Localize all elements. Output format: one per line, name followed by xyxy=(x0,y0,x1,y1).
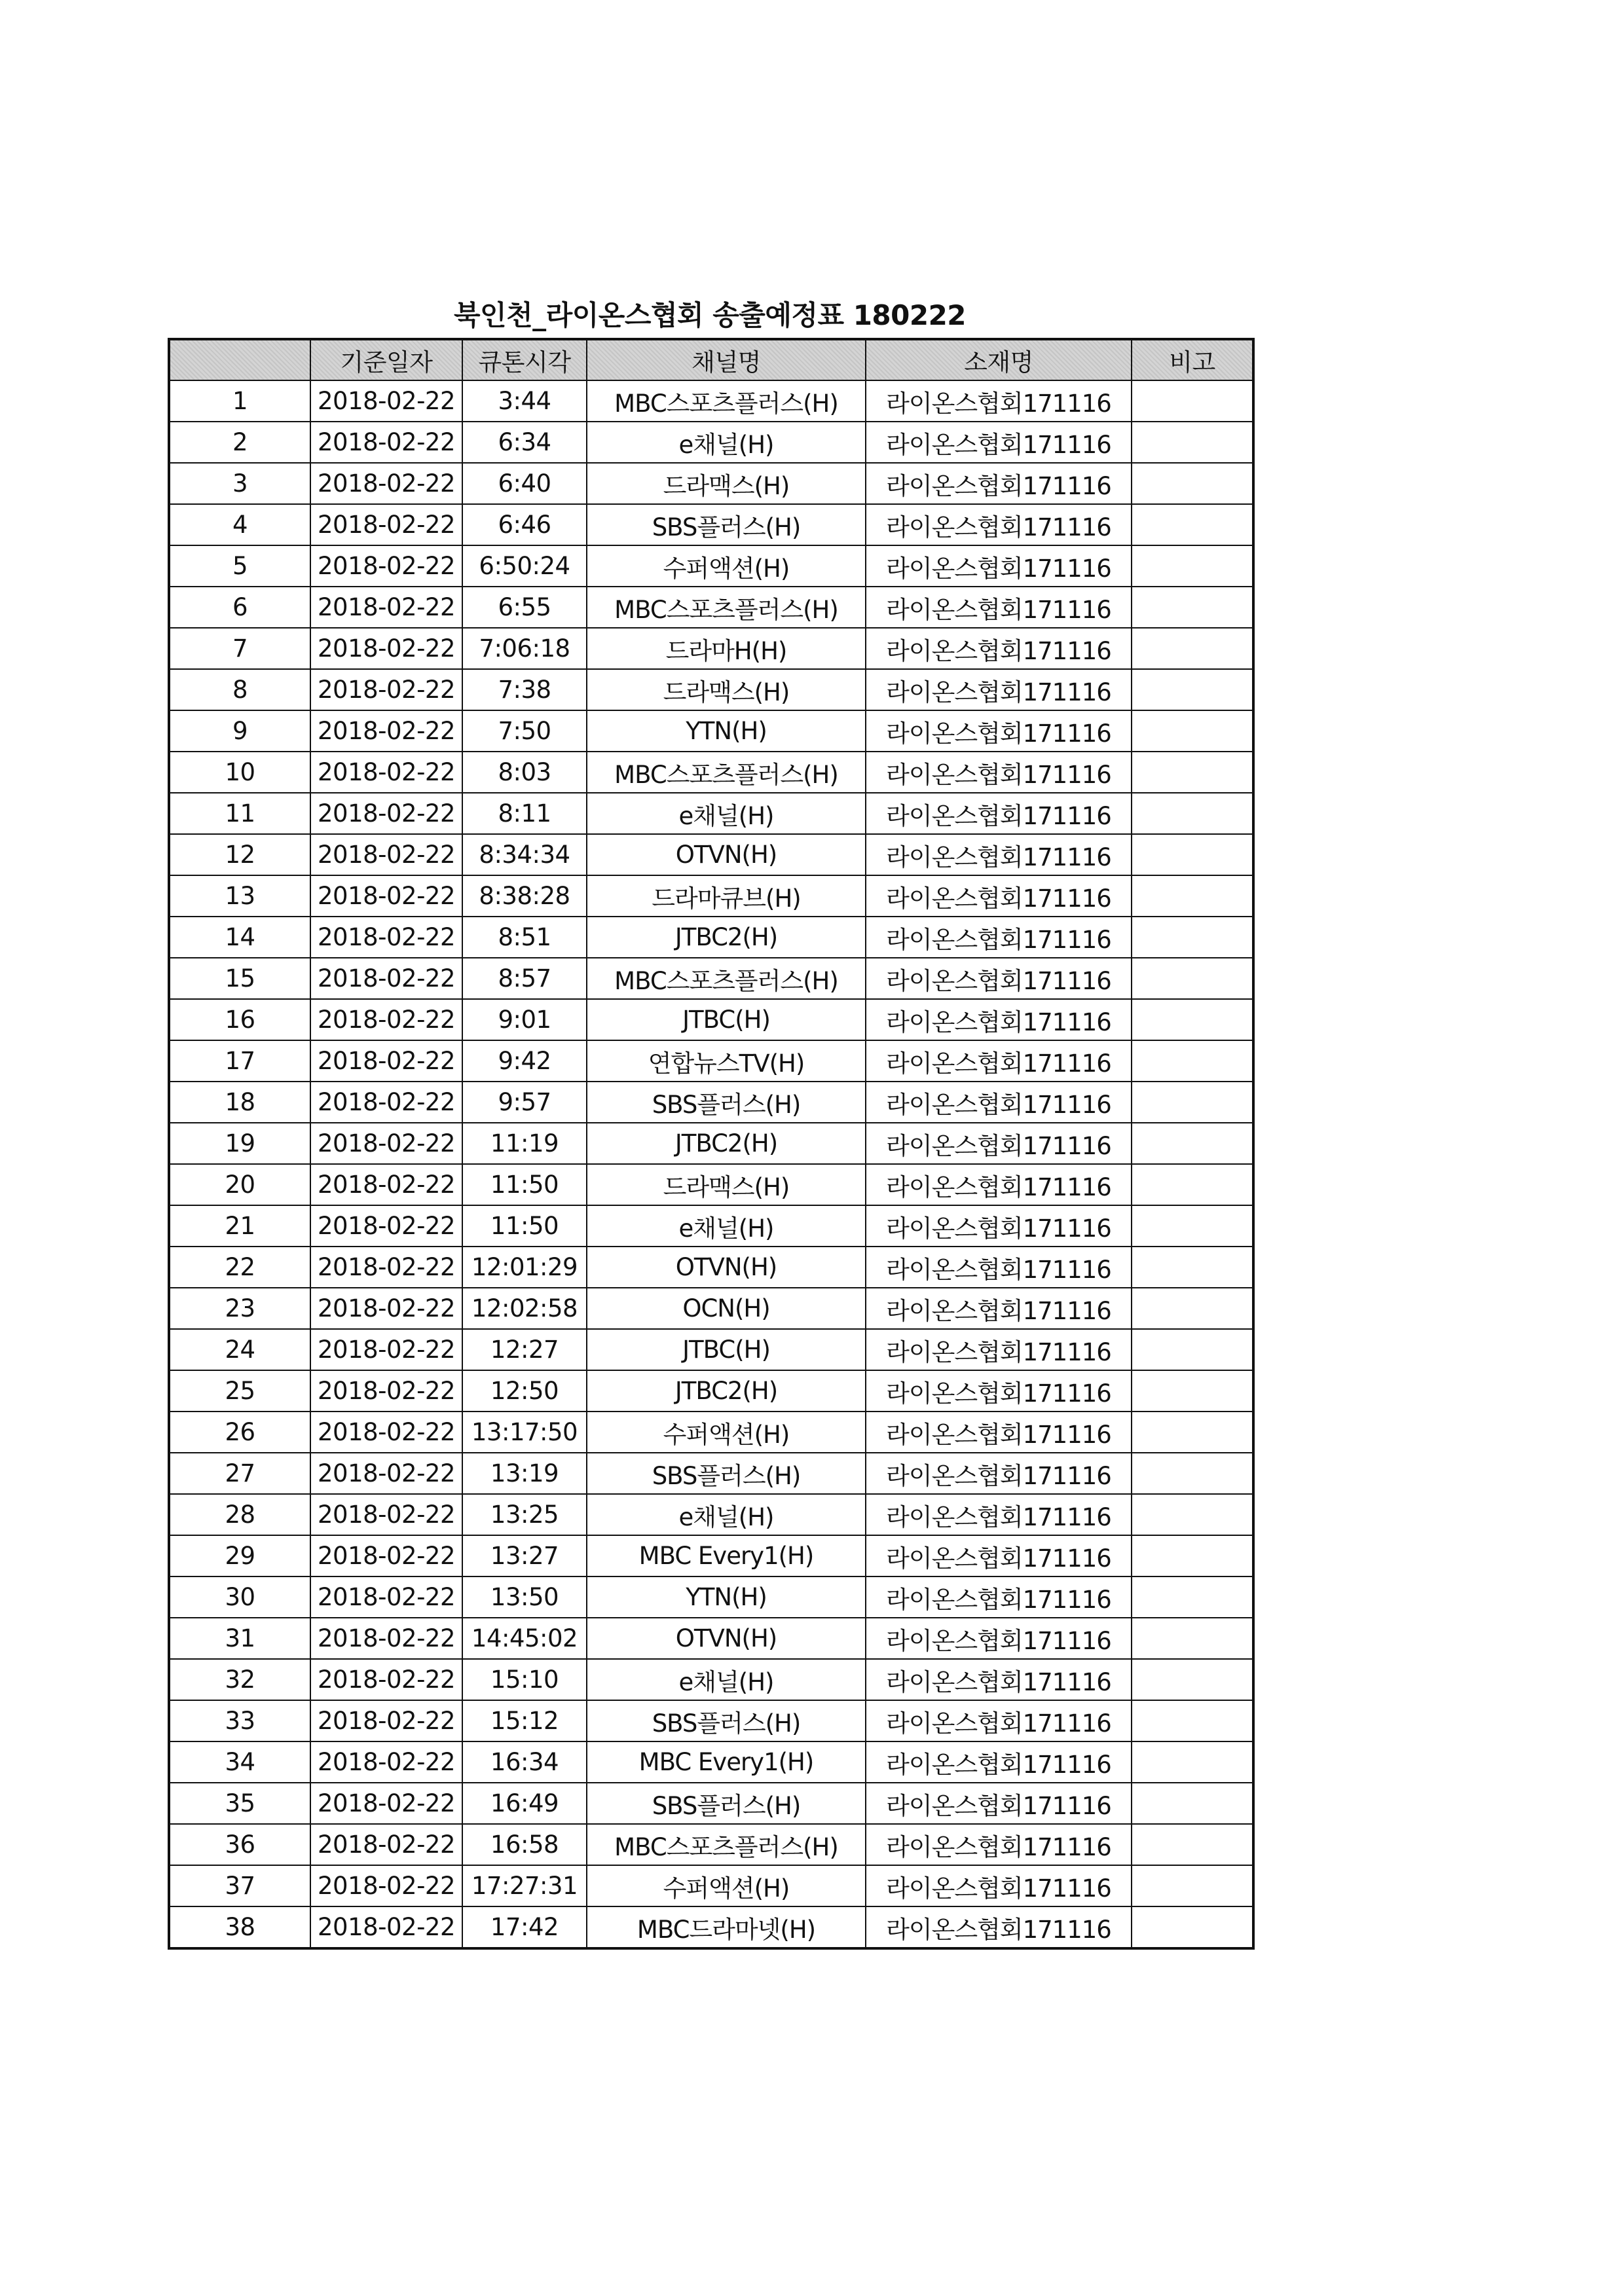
cell-cue-time: 11:50 xyxy=(462,1164,587,1205)
cell-cue-time: 13:50 xyxy=(462,1576,587,1618)
cell-no: 37 xyxy=(169,1865,310,1906)
cell-date: 2018-02-22 xyxy=(310,1741,462,1783)
cell-channel: e채널(H) xyxy=(587,422,866,463)
header-material: 소재명 xyxy=(866,339,1132,380)
table-row xyxy=(169,917,1253,958)
cell-cue-time: 12:01:29 xyxy=(462,1247,587,1288)
table-row xyxy=(169,1370,1253,1412)
table-row xyxy=(169,710,1253,752)
cell-date: 2018-02-22 xyxy=(310,1618,462,1659)
cell-material: 라이온스협회171116 xyxy=(866,752,1132,793)
table-row xyxy=(169,1494,1253,1535)
cell-no: 27 xyxy=(169,1453,310,1494)
cell-no: 32 xyxy=(169,1659,310,1700)
cell-channel: e채널(H) xyxy=(587,1659,866,1700)
cell-no: 35 xyxy=(169,1783,310,1824)
cell-no: 33 xyxy=(169,1700,310,1741)
cell-date: 2018-02-22 xyxy=(310,1205,462,1247)
cell-channel: MBC드라마넷(H) xyxy=(587,1906,866,1948)
cell-date: 2018-02-22 xyxy=(310,1865,462,1906)
cell-channel: MBC스포츠플러스(H) xyxy=(587,958,866,999)
cell-material: 라이온스협회171116 xyxy=(866,1247,1132,1288)
cell-no: 18 xyxy=(169,1082,310,1123)
cell-date: 2018-02-22 xyxy=(310,1123,462,1164)
cell-date: 2018-02-22 xyxy=(310,628,462,669)
cell-material: 라이온스협회171116 xyxy=(866,1453,1132,1494)
page-title: 북인천_라이온스협회 송출예정표 180222 xyxy=(453,299,967,331)
cell-material: 라이온스협회171116 xyxy=(866,999,1132,1040)
cell-remarks xyxy=(1132,628,1253,669)
cell-cue-time: 6:50:24 xyxy=(462,545,587,587)
cell-remarks xyxy=(1132,1700,1253,1741)
table-row xyxy=(169,999,1253,1040)
cell-channel: MBC Every1(H) xyxy=(587,1741,866,1783)
cell-channel: YTN(H) xyxy=(587,710,866,752)
table-row xyxy=(169,380,1253,422)
table-row xyxy=(169,1247,1253,1288)
cell-cue-time: 14:45:02 xyxy=(462,1618,587,1659)
cell-material: 라이온스협회171116 xyxy=(866,710,1132,752)
cell-channel: JTBC2(H) xyxy=(587,1370,866,1412)
cell-remarks xyxy=(1132,380,1253,422)
cell-date: 2018-02-22 xyxy=(310,752,462,793)
cell-remarks xyxy=(1132,545,1253,587)
cell-channel: e채널(H) xyxy=(587,793,866,834)
cell-cue-time: 13:19 xyxy=(462,1453,587,1494)
cell-date: 2018-02-22 xyxy=(310,380,462,422)
cell-material: 라이온스협회171116 xyxy=(866,1618,1132,1659)
cell-remarks xyxy=(1132,958,1253,999)
cell-no: 4 xyxy=(169,504,310,545)
cell-cue-time: 6:34 xyxy=(462,422,587,463)
cell-no: 22 xyxy=(169,1247,310,1288)
header-cue-time: 큐톤시각 xyxy=(462,339,587,380)
cell-cue-time: 12:02:58 xyxy=(462,1288,587,1329)
table-row xyxy=(169,545,1253,587)
cell-remarks xyxy=(1132,793,1253,834)
cell-cue-time: 9:42 xyxy=(462,1040,587,1082)
cell-no: 34 xyxy=(169,1741,310,1783)
cell-cue-time: 12:27 xyxy=(462,1329,587,1370)
cell-material: 라이온스협회171116 xyxy=(866,545,1132,587)
cell-date: 2018-02-22 xyxy=(310,1164,462,1205)
cell-material: 라이온스협회171116 xyxy=(866,422,1132,463)
cell-no: 12 xyxy=(169,834,310,875)
cell-no: 13 xyxy=(169,875,310,917)
cell-channel: MBC스포츠플러스(H) xyxy=(587,1824,866,1865)
cell-no: 1 xyxy=(169,380,310,422)
cell-channel: SBS플러스(H) xyxy=(587,1700,866,1741)
table-row xyxy=(169,1576,1253,1618)
cell-date: 2018-02-22 xyxy=(310,1329,462,1370)
table-row xyxy=(169,1288,1253,1329)
table-row xyxy=(169,1741,1253,1783)
cell-date: 2018-02-22 xyxy=(310,1535,462,1576)
cell-cue-time: 13:27 xyxy=(462,1535,587,1576)
cell-channel: 드라마큐브(H) xyxy=(587,875,866,917)
cell-material: 라이온스협회171116 xyxy=(866,1535,1132,1576)
table-row xyxy=(169,793,1253,834)
cell-material: 라이온스협회171116 xyxy=(866,875,1132,917)
table-row xyxy=(169,628,1253,669)
cell-cue-time: 7:50 xyxy=(462,710,587,752)
cell-cue-time: 12:50 xyxy=(462,1370,587,1412)
cell-cue-time: 8:57 xyxy=(462,958,587,999)
cell-no: 2 xyxy=(169,422,310,463)
cell-material: 라이온스협회171116 xyxy=(866,1205,1132,1247)
cell-remarks xyxy=(1132,1412,1253,1453)
cell-no: 10 xyxy=(169,752,310,793)
table-row xyxy=(169,1164,1253,1205)
cell-material: 라이온스협회171116 xyxy=(866,1576,1132,1618)
cell-no: 20 xyxy=(169,1164,310,1205)
table-row xyxy=(169,463,1253,504)
cell-date: 2018-02-22 xyxy=(310,875,462,917)
cell-date: 2018-02-22 xyxy=(310,1783,462,1824)
cell-date: 2018-02-22 xyxy=(310,1824,462,1865)
cell-no: 6 xyxy=(169,587,310,628)
cell-remarks xyxy=(1132,710,1253,752)
table-row xyxy=(169,1824,1253,1865)
cell-material: 라이온스협회171116 xyxy=(866,1412,1132,1453)
cell-no: 15 xyxy=(169,958,310,999)
cell-no: 19 xyxy=(169,1123,310,1164)
cell-date: 2018-02-22 xyxy=(310,422,462,463)
table-row xyxy=(169,1783,1253,1824)
cell-remarks xyxy=(1132,1783,1253,1824)
cell-channel: e채널(H) xyxy=(587,1205,866,1247)
cell-remarks xyxy=(1132,1082,1253,1123)
table-row xyxy=(169,958,1253,999)
table-row xyxy=(169,1040,1253,1082)
cell-cue-time: 15:10 xyxy=(462,1659,587,1700)
cell-material: 라이온스협회171116 xyxy=(866,463,1132,504)
cell-channel: 드라마H(H) xyxy=(587,628,866,669)
cell-channel: SBS플러스(H) xyxy=(587,504,866,545)
cell-date: 2018-02-22 xyxy=(310,1700,462,1741)
cell-material: 라이온스협회171116 xyxy=(866,1906,1132,1948)
header-row xyxy=(169,339,1253,380)
cell-remarks xyxy=(1132,1123,1253,1164)
cell-no: 29 xyxy=(169,1535,310,1576)
table-row xyxy=(169,1865,1253,1906)
cell-remarks xyxy=(1132,1370,1253,1412)
cell-date: 2018-02-22 xyxy=(310,504,462,545)
cell-channel: JTBC(H) xyxy=(587,999,866,1040)
cell-date: 2018-02-22 xyxy=(310,1659,462,1700)
cell-remarks xyxy=(1132,1288,1253,1329)
cell-no: 3 xyxy=(169,463,310,504)
cell-no: 24 xyxy=(169,1329,310,1370)
cell-channel: MBC스포츠플러스(H) xyxy=(587,380,866,422)
cell-material: 라이온스협회171116 xyxy=(866,1082,1132,1123)
cell-material: 라이온스협회171116 xyxy=(866,669,1132,710)
cell-material: 라이온스협회171116 xyxy=(866,917,1132,958)
cell-date: 2018-02-22 xyxy=(310,1247,462,1288)
cell-material: 라이온스협회171116 xyxy=(866,1164,1132,1205)
cell-material: 라이온스협회171116 xyxy=(866,1741,1132,1783)
cell-channel: 연합뉴스TV(H) xyxy=(587,1040,866,1082)
cell-cue-time: 9:57 xyxy=(462,1082,587,1123)
cell-cue-time: 16:34 xyxy=(462,1741,587,1783)
cell-no: 14 xyxy=(169,917,310,958)
cell-cue-time: 11:50 xyxy=(462,1205,587,1247)
cell-cue-time: 17:42 xyxy=(462,1906,587,1948)
cell-remarks xyxy=(1132,1494,1253,1535)
header-remarks: 비고 xyxy=(1132,339,1253,380)
table-row xyxy=(169,1329,1253,1370)
cell-remarks xyxy=(1132,1576,1253,1618)
cell-channel: 드라맥스(H) xyxy=(587,463,866,504)
cell-material: 라이온스협회171116 xyxy=(866,1865,1132,1906)
cell-channel: 드라맥스(H) xyxy=(587,1164,866,1205)
cell-remarks xyxy=(1132,1453,1253,1494)
cell-remarks xyxy=(1132,1247,1253,1288)
cell-no: 7 xyxy=(169,628,310,669)
cell-no: 30 xyxy=(169,1576,310,1618)
cell-material: 라이온스협회171116 xyxy=(866,1123,1132,1164)
cell-no: 25 xyxy=(169,1370,310,1412)
cell-material: 라이온스협회171116 xyxy=(866,834,1132,875)
cell-cue-time: 7:06:18 xyxy=(462,628,587,669)
cell-date: 2018-02-22 xyxy=(310,1040,462,1082)
cell-channel: e채널(H) xyxy=(587,1494,866,1535)
cell-date: 2018-02-22 xyxy=(310,545,462,587)
cell-cue-time: 8:34:34 xyxy=(462,834,587,875)
cell-material: 라이온스협회171116 xyxy=(866,587,1132,628)
cell-remarks xyxy=(1132,1659,1253,1700)
cell-remarks xyxy=(1132,504,1253,545)
table-body xyxy=(169,380,1253,1948)
cell-remarks xyxy=(1132,999,1253,1040)
cell-date: 2018-02-22 xyxy=(310,834,462,875)
cell-date: 2018-02-22 xyxy=(310,1370,462,1412)
cell-channel: OTVN(H) xyxy=(587,1247,866,1288)
cell-material: 라이온스협회171116 xyxy=(866,504,1132,545)
cell-remarks xyxy=(1132,422,1253,463)
cell-cue-time: 8:51 xyxy=(462,917,587,958)
cell-date: 2018-02-22 xyxy=(310,1453,462,1494)
table-row xyxy=(169,504,1253,545)
cell-remarks xyxy=(1132,1205,1253,1247)
cell-channel: 수퍼액션(H) xyxy=(587,1865,866,1906)
cell-channel: JTBC2(H) xyxy=(587,917,866,958)
cell-remarks xyxy=(1132,752,1253,793)
table-row xyxy=(169,1618,1253,1659)
cell-no: 28 xyxy=(169,1494,310,1535)
cell-material: 라이온스협회171116 xyxy=(866,1659,1132,1700)
cell-date: 2018-02-22 xyxy=(310,1576,462,1618)
cell-material: 라이온스협회171116 xyxy=(866,1370,1132,1412)
table-row xyxy=(169,669,1253,710)
header-no xyxy=(169,339,310,380)
cell-channel: MBC스포츠플러스(H) xyxy=(587,752,866,793)
cell-remarks xyxy=(1132,875,1253,917)
table-row xyxy=(169,1700,1253,1741)
cell-material: 라이온스협회171116 xyxy=(866,1040,1132,1082)
table-row xyxy=(169,1906,1253,1948)
table-row xyxy=(169,1082,1253,1123)
cell-cue-time: 15:12 xyxy=(462,1700,587,1741)
cell-material: 라이온스협회171116 xyxy=(866,1288,1132,1329)
cell-material: 라이온스협회171116 xyxy=(866,380,1132,422)
cell-no: 17 xyxy=(169,1040,310,1082)
cell-cue-time: 13:17:50 xyxy=(462,1412,587,1453)
cell-cue-time: 6:40 xyxy=(462,463,587,504)
table-row xyxy=(169,1453,1253,1494)
cell-date: 2018-02-22 xyxy=(310,958,462,999)
cell-cue-time: 8:03 xyxy=(462,752,587,793)
cell-remarks xyxy=(1132,1040,1253,1082)
schedule-table xyxy=(168,338,1255,1950)
cell-date: 2018-02-22 xyxy=(310,1082,462,1123)
cell-material: 라이온스협회171116 xyxy=(866,958,1132,999)
cell-material: 라이온스협회171116 xyxy=(866,1329,1132,1370)
cell-no: 38 xyxy=(169,1906,310,1948)
cell-date: 2018-02-22 xyxy=(310,793,462,834)
cell-remarks xyxy=(1132,1824,1253,1865)
cell-channel: MBC Every1(H) xyxy=(587,1535,866,1576)
cell-channel: OTVN(H) xyxy=(587,834,866,875)
cell-remarks xyxy=(1132,1535,1253,1576)
cell-no: 23 xyxy=(169,1288,310,1329)
cell-remarks xyxy=(1132,1164,1253,1205)
cell-date: 2018-02-22 xyxy=(310,1412,462,1453)
cell-date: 2018-02-22 xyxy=(310,669,462,710)
cell-channel: OTVN(H) xyxy=(587,1618,866,1659)
cell-remarks xyxy=(1132,1618,1253,1659)
table-row xyxy=(169,1205,1253,1247)
cell-remarks xyxy=(1132,1741,1253,1783)
cell-channel: 수퍼액션(H) xyxy=(587,545,866,587)
cell-channel: JTBC(H) xyxy=(587,1329,866,1370)
table-row xyxy=(169,422,1253,463)
cell-date: 2018-02-22 xyxy=(310,999,462,1040)
cell-date: 2018-02-22 xyxy=(310,917,462,958)
cell-remarks xyxy=(1132,1906,1253,1948)
cell-no: 31 xyxy=(169,1618,310,1659)
cell-channel: SBS플러스(H) xyxy=(587,1082,866,1123)
cell-material: 라이온스협회171116 xyxy=(866,1783,1132,1824)
table-row xyxy=(169,752,1253,793)
cell-remarks xyxy=(1132,834,1253,875)
cell-channel: 드라맥스(H) xyxy=(587,669,866,710)
cell-date: 2018-02-22 xyxy=(310,710,462,752)
header-channel: 채널명 xyxy=(587,339,866,380)
cell-date: 2018-02-22 xyxy=(310,1288,462,1329)
cell-cue-time: 8:11 xyxy=(462,793,587,834)
cell-remarks xyxy=(1132,917,1253,958)
cell-channel: JTBC2(H) xyxy=(587,1123,866,1164)
table-row xyxy=(169,834,1253,875)
cell-date: 2018-02-22 xyxy=(310,1906,462,1948)
cell-channel: OCN(H) xyxy=(587,1288,866,1329)
cell-cue-time: 9:01 xyxy=(462,999,587,1040)
cell-channel: YTN(H) xyxy=(587,1576,866,1618)
cell-remarks xyxy=(1132,587,1253,628)
cell-cue-time: 13:25 xyxy=(462,1494,587,1535)
cell-cue-time: 6:46 xyxy=(462,504,587,545)
table-row xyxy=(169,1123,1253,1164)
table-row xyxy=(169,875,1253,917)
cell-cue-time: 3:44 xyxy=(462,380,587,422)
table-row xyxy=(169,587,1253,628)
cell-no: 26 xyxy=(169,1412,310,1453)
cell-channel: SBS플러스(H) xyxy=(587,1783,866,1824)
cell-remarks xyxy=(1132,463,1253,504)
cell-date: 2018-02-22 xyxy=(310,463,462,504)
cell-material: 라이온스협회171116 xyxy=(866,1824,1132,1865)
cell-no: 11 xyxy=(169,793,310,834)
cell-no: 16 xyxy=(169,999,310,1040)
header-date: 기준일자 xyxy=(310,339,462,380)
table-row xyxy=(169,1535,1253,1576)
cell-channel: MBC스포츠플러스(H) xyxy=(587,587,866,628)
cell-channel: 수퍼액션(H) xyxy=(587,1412,866,1453)
cell-no: 36 xyxy=(169,1824,310,1865)
cell-cue-time: 16:49 xyxy=(462,1783,587,1824)
table-row xyxy=(169,1659,1253,1700)
cell-date: 2018-02-22 xyxy=(310,587,462,628)
cell-cue-time: 11:19 xyxy=(462,1123,587,1164)
cell-cue-time: 7:38 xyxy=(462,669,587,710)
cell-cue-time: 16:58 xyxy=(462,1824,587,1865)
cell-cue-time: 8:38:28 xyxy=(462,875,587,917)
cell-no: 5 xyxy=(169,545,310,587)
cell-material: 라이온스협회171116 xyxy=(866,628,1132,669)
cell-cue-time: 6:55 xyxy=(462,587,587,628)
cell-no: 9 xyxy=(169,710,310,752)
cell-channel: SBS플러스(H) xyxy=(587,1453,866,1494)
cell-no: 8 xyxy=(169,669,310,710)
cell-remarks xyxy=(1132,669,1253,710)
cell-no: 21 xyxy=(169,1205,310,1247)
cell-date: 2018-02-22 xyxy=(310,1494,462,1535)
cell-material: 라이온스협회171116 xyxy=(866,1700,1132,1741)
table-row xyxy=(169,1412,1253,1453)
cell-material: 라이온스협회171116 xyxy=(866,793,1132,834)
cell-cue-time: 17:27:31 xyxy=(462,1865,587,1906)
cell-material: 라이온스협회171116 xyxy=(866,1494,1132,1535)
cell-remarks xyxy=(1132,1865,1253,1906)
cell-remarks xyxy=(1132,1329,1253,1370)
